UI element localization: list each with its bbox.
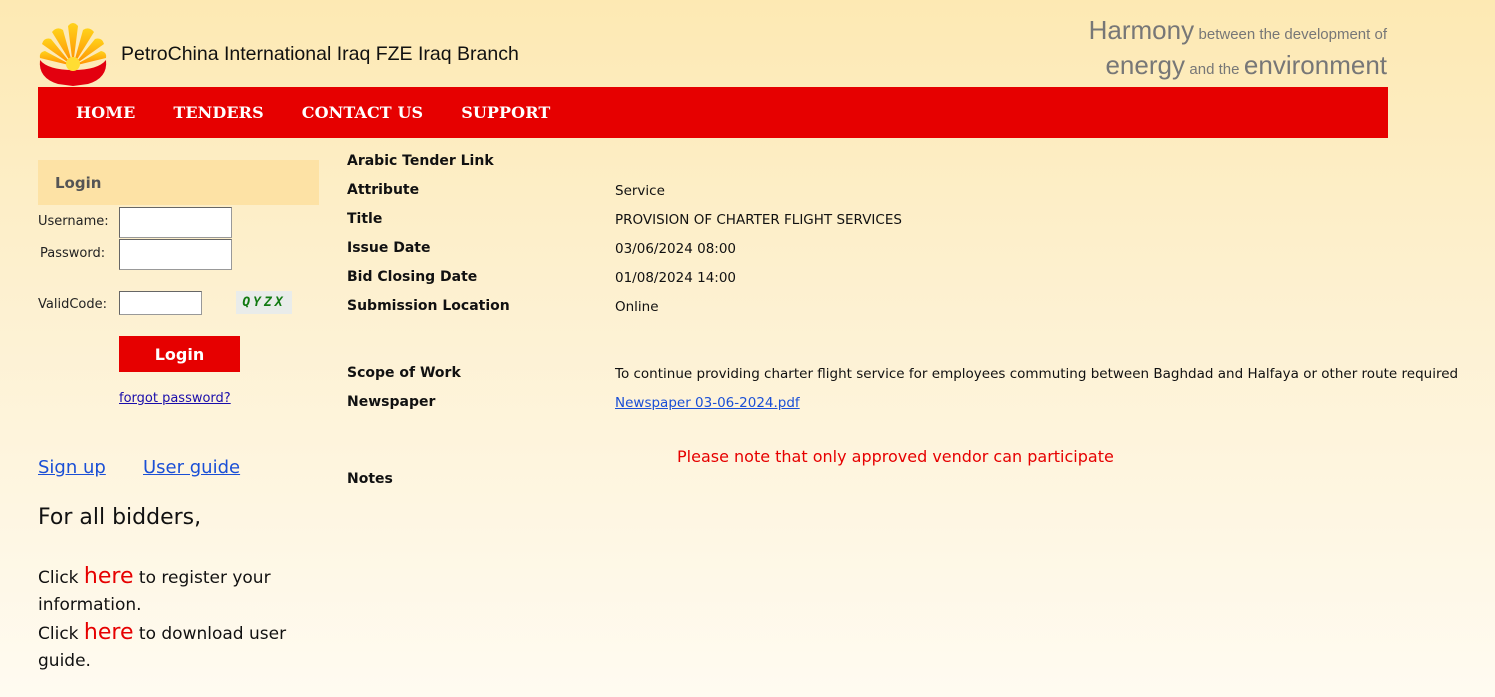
validcode-input[interactable]	[119, 291, 202, 315]
company-name: PetroChina International Iraq FZE Iraq Branch	[121, 43, 519, 65]
submission-location-label: Submission Location	[347, 298, 510, 314]
arabic-tender-link[interactable]: Arabic Tender Link	[347, 153, 494, 169]
notes-label: Notes	[347, 471, 393, 487]
download-text: to download user guide.	[38, 624, 287, 671]
petrochina-logo-icon	[38, 20, 108, 86]
register-here-link[interactable]: here	[83, 564, 134, 589]
title-label: Title	[347, 211, 383, 227]
slogan	[1089, 15, 1387, 85]
nav-contact-us[interactable]: CONTACT US	[301, 103, 424, 122]
attribute-label: Attribute	[347, 182, 420, 198]
newspaper-file-link[interactable]: Newspaper 03-06-2024.pdf	[615, 395, 800, 411]
bid-closing-label: Bid Closing Date	[347, 269, 478, 285]
slogan-environment: environment	[1243, 50, 1387, 80]
register-text: to register your information.	[38, 568, 271, 615]
password-label: Password:	[40, 246, 106, 261]
submission-location-value: Online	[615, 299, 659, 315]
issue-date-label: Issue Date	[347, 240, 431, 256]
nav-support[interactable]: SUPPORT	[461, 103, 551, 122]
username-input[interactable]	[119, 207, 232, 238]
download-here-link[interactable]: here	[83, 620, 134, 645]
password-input[interactable]	[119, 239, 232, 270]
login-button[interactable]: Login	[119, 336, 240, 372]
bidders-heading: For all bidders,	[38, 505, 202, 530]
bid-closing-value: 01/08/2024 14:00	[615, 270, 737, 286]
download-guide-text	[38, 619, 298, 675]
slogan-between: between the development of	[1198, 26, 1387, 43]
captcha-image[interactable]: QYZX	[236, 291, 292, 314]
user-guide-link[interactable]: User guide	[143, 457, 241, 478]
nav-tenders[interactable]: TENDERS	[173, 103, 264, 122]
scope-label: Scope of Work	[347, 365, 461, 381]
attribute-value: Service	[615, 183, 665, 199]
signup-link[interactable]: Sign up	[38, 457, 106, 478]
approved-vendor-note: Please note that only approved vendor can participate	[677, 447, 1114, 466]
newspaper-label: Newspaper	[347, 394, 436, 410]
forgot-password-link[interactable]: forgot password?	[119, 391, 231, 406]
validcode-label: ValidCode:	[38, 297, 107, 312]
issue-date-value: 03/06/2024 08:00	[615, 241, 737, 257]
click-text: Click	[38, 624, 79, 644]
login-panel-title: Login	[38, 160, 319, 205]
username-label: Username:	[38, 214, 109, 229]
nav-home[interactable]: HOME	[76, 103, 136, 122]
slogan-harmony: Harmony	[1088, 15, 1195, 45]
register-info-text	[38, 563, 298, 619]
scope-value: To continue providing charter flight service for employees commuting between Baghdad and Halfaya or other route required	[615, 366, 1459, 382]
slogan-andthe: and the	[1189, 61, 1240, 78]
slogan-energy: energy	[1105, 50, 1185, 80]
title-value: PROVISION OF CHARTER FLIGHT SERVICES	[615, 212, 902, 228]
click-text: Click	[38, 568, 79, 588]
main-navbar	[38, 87, 1388, 138]
